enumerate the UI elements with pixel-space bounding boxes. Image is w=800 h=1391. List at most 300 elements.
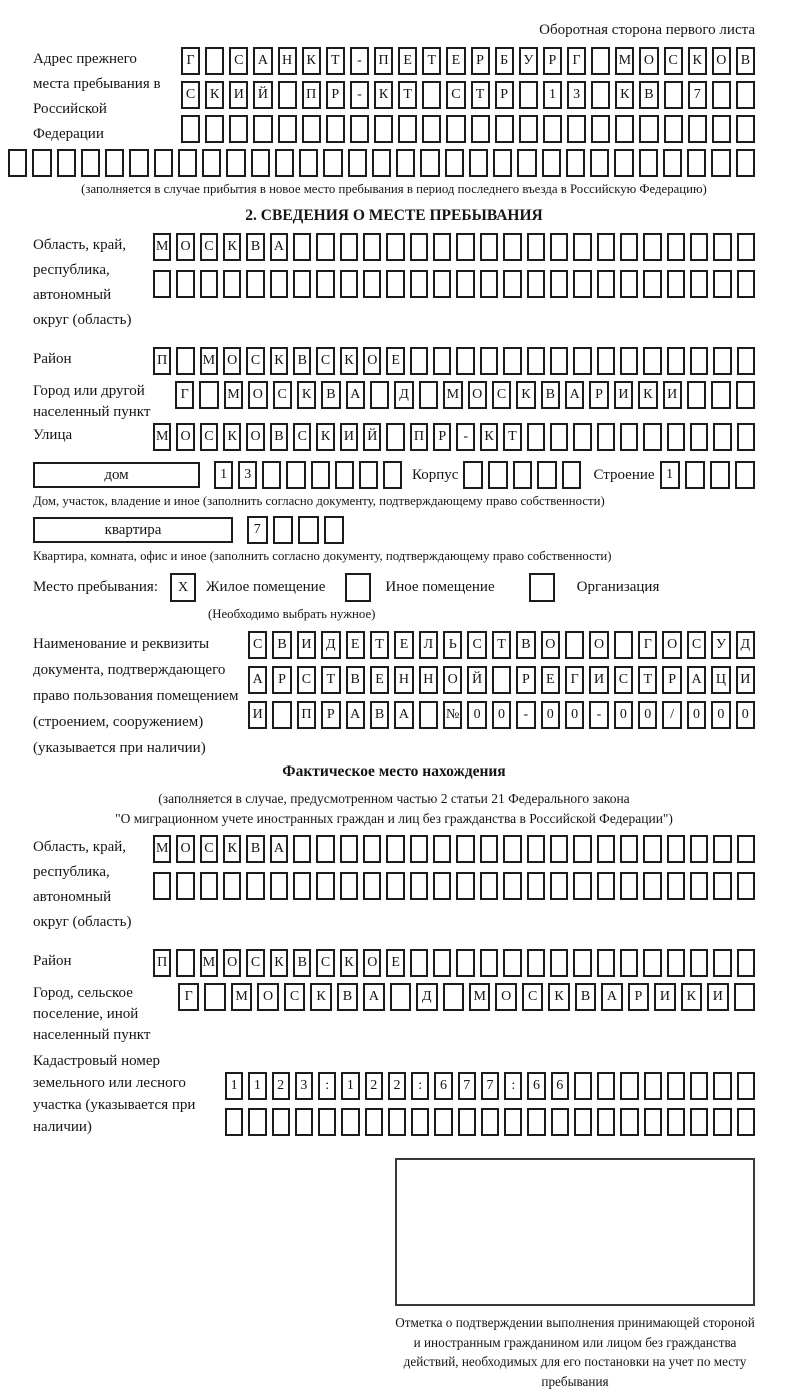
char-box[interactable] bbox=[481, 1108, 499, 1136]
char-box[interactable]: 0 bbox=[541, 701, 560, 729]
char-box[interactable] bbox=[456, 949, 474, 977]
char-box[interactable]: Е bbox=[386, 949, 404, 977]
char-box[interactable] bbox=[574, 1108, 592, 1136]
char-box[interactable]: О bbox=[246, 423, 264, 451]
char-box[interactable] bbox=[456, 872, 474, 900]
char-box[interactable] bbox=[365, 1108, 383, 1136]
char-box[interactable] bbox=[463, 461, 483, 489]
char-box[interactable] bbox=[711, 381, 730, 409]
char-box[interactable] bbox=[225, 1108, 243, 1136]
char-box[interactable]: А bbox=[346, 701, 365, 729]
checkbox-zhiloe[interactable]: X bbox=[170, 573, 196, 602]
char-box[interactable]: С bbox=[316, 347, 334, 375]
char-box[interactable]: Д bbox=[394, 381, 413, 409]
char-box[interactable]: 1 bbox=[660, 461, 680, 489]
char-box[interactable] bbox=[433, 872, 451, 900]
char-box[interactable] bbox=[410, 949, 428, 977]
char-box[interactable]: Ц bbox=[711, 666, 730, 694]
char-box[interactable]: К bbox=[223, 423, 241, 451]
char-box[interactable] bbox=[615, 115, 634, 143]
char-box[interactable] bbox=[154, 149, 173, 177]
char-box[interactable] bbox=[597, 835, 615, 863]
char-box[interactable]: В bbox=[541, 381, 560, 409]
char-box[interactable] bbox=[318, 1108, 336, 1136]
char-box[interactable]: Е bbox=[386, 347, 404, 375]
char-box[interactable] bbox=[443, 983, 464, 1011]
char-box[interactable]: 0 bbox=[638, 701, 657, 729]
char-box[interactable]: Р bbox=[589, 381, 608, 409]
char-box[interactable]: Г bbox=[565, 666, 584, 694]
char-box[interactable] bbox=[488, 461, 508, 489]
char-box[interactable] bbox=[480, 233, 498, 261]
char-box[interactable] bbox=[503, 872, 521, 900]
char-box[interactable] bbox=[690, 835, 708, 863]
char-box[interactable] bbox=[550, 423, 568, 451]
char-box[interactable]: М bbox=[231, 983, 252, 1011]
char-box[interactable]: В bbox=[293, 347, 311, 375]
char-box[interactable]: А bbox=[346, 381, 365, 409]
char-box[interactable] bbox=[469, 149, 488, 177]
char-box[interactable] bbox=[181, 115, 200, 143]
char-box[interactable] bbox=[690, 270, 708, 298]
char-box[interactable]: К bbox=[548, 983, 569, 1011]
char-box[interactable]: В bbox=[346, 666, 365, 694]
char-box[interactable]: М bbox=[200, 949, 218, 977]
char-box[interactable] bbox=[293, 233, 311, 261]
char-box[interactable]: 1 bbox=[214, 461, 233, 489]
char-box[interactable] bbox=[620, 1072, 638, 1100]
char-box[interactable]: С bbox=[181, 81, 200, 109]
char-box[interactable]: Н bbox=[419, 666, 438, 694]
char-box[interactable]: В bbox=[246, 233, 264, 261]
char-box[interactable] bbox=[363, 233, 381, 261]
char-box[interactable] bbox=[527, 949, 545, 977]
char-box[interactable]: Е bbox=[394, 631, 413, 659]
char-box[interactable]: И bbox=[614, 381, 633, 409]
char-box[interactable] bbox=[272, 1108, 290, 1136]
char-box[interactable] bbox=[690, 233, 708, 261]
char-box[interactable]: - bbox=[516, 701, 535, 729]
char-box[interactable] bbox=[597, 872, 615, 900]
char-box[interactable]: О bbox=[363, 949, 381, 977]
char-box[interactable] bbox=[643, 270, 661, 298]
char-box[interactable] bbox=[737, 1108, 755, 1136]
char-box[interactable]: В bbox=[246, 835, 264, 863]
char-box[interactable]: К bbox=[516, 381, 535, 409]
char-box[interactable] bbox=[270, 270, 288, 298]
char-box[interactable] bbox=[663, 149, 682, 177]
char-box[interactable] bbox=[639, 149, 658, 177]
char-box[interactable] bbox=[503, 835, 521, 863]
char-box[interactable] bbox=[687, 381, 706, 409]
char-box[interactable]: С bbox=[316, 949, 334, 977]
char-box[interactable] bbox=[410, 835, 428, 863]
char-box[interactable] bbox=[644, 1108, 662, 1136]
char-box[interactable] bbox=[411, 1108, 429, 1136]
char-box[interactable] bbox=[396, 149, 415, 177]
char-box[interactable] bbox=[710, 461, 730, 489]
char-box[interactable]: 6 bbox=[551, 1072, 569, 1100]
char-box[interactable]: 0 bbox=[492, 701, 511, 729]
char-box[interactable] bbox=[422, 115, 441, 143]
char-box[interactable] bbox=[293, 872, 311, 900]
char-box[interactable]: М bbox=[153, 835, 171, 863]
char-box[interactable] bbox=[286, 461, 305, 489]
char-box[interactable] bbox=[543, 115, 562, 143]
char-box[interactable] bbox=[667, 233, 685, 261]
char-box[interactable] bbox=[620, 423, 638, 451]
char-box[interactable] bbox=[433, 270, 451, 298]
char-box[interactable] bbox=[690, 1072, 708, 1100]
char-box[interactable]: С bbox=[492, 381, 511, 409]
char-box[interactable] bbox=[527, 872, 545, 900]
char-box[interactable] bbox=[503, 233, 521, 261]
char-box[interactable] bbox=[573, 949, 591, 977]
char-box[interactable] bbox=[737, 835, 755, 863]
char-box[interactable]: К bbox=[681, 983, 702, 1011]
char-box[interactable] bbox=[643, 347, 661, 375]
char-box[interactable] bbox=[667, 949, 685, 977]
char-box[interactable]: А bbox=[270, 835, 288, 863]
char-box[interactable]: В bbox=[575, 983, 596, 1011]
char-box[interactable] bbox=[590, 149, 609, 177]
char-box[interactable] bbox=[597, 1072, 615, 1100]
char-box[interactable] bbox=[456, 835, 474, 863]
char-box[interactable] bbox=[664, 115, 683, 143]
char-box[interactable]: А bbox=[565, 381, 584, 409]
char-box[interactable] bbox=[643, 949, 661, 977]
char-box[interactable] bbox=[81, 149, 100, 177]
char-box[interactable] bbox=[737, 949, 755, 977]
char-box[interactable] bbox=[517, 149, 536, 177]
char-box[interactable]: И bbox=[297, 631, 316, 659]
char-box[interactable]: О bbox=[495, 983, 516, 1011]
char-box[interactable] bbox=[527, 270, 545, 298]
char-box[interactable]: С bbox=[200, 233, 218, 261]
char-box[interactable] bbox=[298, 516, 319, 544]
char-box[interactable]: В bbox=[736, 47, 755, 75]
char-box[interactable] bbox=[734, 983, 755, 1011]
char-box[interactable]: С bbox=[200, 423, 218, 451]
char-box[interactable] bbox=[550, 835, 568, 863]
char-box[interactable] bbox=[513, 461, 533, 489]
char-box[interactable]: П bbox=[297, 701, 316, 729]
char-box[interactable]: 6 bbox=[527, 1072, 545, 1100]
char-box[interactable]: К bbox=[340, 347, 358, 375]
char-box[interactable] bbox=[340, 835, 358, 863]
char-box[interactable]: № bbox=[443, 701, 462, 729]
char-box[interactable] bbox=[614, 631, 633, 659]
char-box[interactable]: А bbox=[248, 666, 267, 694]
char-box[interactable] bbox=[323, 149, 342, 177]
char-box[interactable] bbox=[614, 149, 633, 177]
char-box[interactable] bbox=[434, 1108, 452, 1136]
char-box[interactable] bbox=[643, 423, 661, 451]
char-box[interactable] bbox=[383, 461, 402, 489]
char-box[interactable]: В bbox=[270, 423, 288, 451]
char-box[interactable] bbox=[458, 1108, 476, 1136]
char-box[interactable]: А bbox=[270, 233, 288, 261]
char-box[interactable] bbox=[433, 835, 451, 863]
char-box[interactable] bbox=[711, 149, 730, 177]
char-box[interactable] bbox=[690, 1108, 708, 1136]
char-box[interactable] bbox=[480, 872, 498, 900]
char-box[interactable]: 0 bbox=[565, 701, 584, 729]
char-box[interactable]: И bbox=[663, 381, 682, 409]
char-box[interactable]: С bbox=[284, 983, 305, 1011]
char-box[interactable]: К bbox=[297, 381, 316, 409]
char-box[interactable]: 7 bbox=[688, 81, 707, 109]
char-box[interactable]: Т bbox=[638, 666, 657, 694]
char-box[interactable]: А bbox=[363, 983, 384, 1011]
char-box[interactable]: П bbox=[302, 81, 321, 109]
char-box[interactable]: - bbox=[350, 81, 369, 109]
char-box[interactable]: М bbox=[443, 381, 462, 409]
char-box[interactable]: У bbox=[711, 631, 730, 659]
char-box[interactable]: П bbox=[410, 423, 428, 451]
char-box[interactable]: К bbox=[480, 423, 498, 451]
char-box[interactable] bbox=[643, 233, 661, 261]
char-box[interactable]: К bbox=[638, 381, 657, 409]
char-box[interactable]: О bbox=[662, 631, 681, 659]
char-box[interactable]: 1 bbox=[225, 1072, 243, 1100]
char-box[interactable]: Р bbox=[662, 666, 681, 694]
char-box[interactable] bbox=[737, 270, 755, 298]
char-box[interactable] bbox=[597, 423, 615, 451]
char-box[interactable]: И bbox=[340, 423, 358, 451]
char-box[interactable]: О bbox=[176, 423, 194, 451]
char-box[interactable]: Т bbox=[326, 47, 345, 75]
char-box[interactable]: Т bbox=[492, 631, 511, 659]
char-box[interactable] bbox=[433, 233, 451, 261]
char-box[interactable] bbox=[446, 115, 465, 143]
char-box[interactable]: С bbox=[246, 949, 264, 977]
char-box[interactable] bbox=[176, 949, 194, 977]
char-box[interactable] bbox=[492, 666, 511, 694]
char-box[interactable]: А bbox=[394, 701, 413, 729]
char-box[interactable]: : bbox=[504, 1072, 522, 1100]
char-box[interactable]: : bbox=[318, 1072, 336, 1100]
char-box[interactable] bbox=[597, 270, 615, 298]
char-box[interactable]: О bbox=[363, 347, 381, 375]
char-box[interactable] bbox=[374, 115, 393, 143]
char-box[interactable] bbox=[340, 872, 358, 900]
char-box[interactable] bbox=[316, 233, 334, 261]
char-box[interactable] bbox=[316, 872, 334, 900]
char-box[interactable] bbox=[519, 115, 538, 143]
char-box[interactable]: - bbox=[456, 423, 474, 451]
char-box[interactable] bbox=[370, 381, 389, 409]
char-box[interactable]: Р bbox=[326, 81, 345, 109]
char-box[interactable] bbox=[471, 115, 490, 143]
char-box[interactable]: Р bbox=[628, 983, 649, 1011]
char-box[interactable] bbox=[573, 347, 591, 375]
char-box[interactable] bbox=[205, 115, 224, 143]
char-box[interactable] bbox=[398, 115, 417, 143]
char-box[interactable] bbox=[311, 461, 330, 489]
char-box[interactable] bbox=[527, 233, 545, 261]
char-box[interactable]: С bbox=[200, 835, 218, 863]
char-box[interactable] bbox=[735, 461, 755, 489]
char-box[interactable] bbox=[664, 81, 683, 109]
char-box[interactable] bbox=[597, 949, 615, 977]
char-box[interactable] bbox=[410, 233, 428, 261]
char-box[interactable] bbox=[527, 835, 545, 863]
char-box[interactable] bbox=[199, 381, 218, 409]
char-box[interactable] bbox=[690, 423, 708, 451]
char-box[interactable] bbox=[537, 461, 557, 489]
char-box[interactable]: К bbox=[374, 81, 393, 109]
char-box[interactable] bbox=[363, 872, 381, 900]
char-box[interactable] bbox=[386, 270, 404, 298]
char-box[interactable] bbox=[178, 149, 197, 177]
char-box[interactable] bbox=[503, 949, 521, 977]
char-box[interactable]: О bbox=[443, 666, 462, 694]
char-box[interactable] bbox=[226, 149, 245, 177]
char-box[interactable]: П bbox=[153, 347, 171, 375]
char-box[interactable] bbox=[386, 423, 404, 451]
char-box[interactable] bbox=[293, 835, 311, 863]
char-box[interactable] bbox=[667, 872, 685, 900]
char-box[interactable]: К bbox=[316, 423, 334, 451]
char-box[interactable]: П bbox=[374, 47, 393, 75]
char-box[interactable] bbox=[176, 347, 194, 375]
char-box[interactable] bbox=[270, 872, 288, 900]
char-box[interactable]: : bbox=[411, 1072, 429, 1100]
char-box[interactable]: Т bbox=[422, 47, 441, 75]
char-box[interactable]: Д bbox=[736, 631, 755, 659]
char-box[interactable] bbox=[350, 115, 369, 143]
char-box[interactable] bbox=[737, 347, 755, 375]
char-box[interactable] bbox=[573, 423, 591, 451]
char-box[interactable] bbox=[566, 149, 585, 177]
char-box[interactable]: И bbox=[589, 666, 608, 694]
char-box[interactable] bbox=[57, 149, 76, 177]
char-box[interactable] bbox=[620, 233, 638, 261]
char-box[interactable] bbox=[105, 149, 124, 177]
char-box[interactable] bbox=[129, 149, 148, 177]
char-box[interactable] bbox=[272, 701, 291, 729]
char-box[interactable] bbox=[316, 835, 334, 863]
char-box[interactable] bbox=[712, 81, 731, 109]
char-box[interactable] bbox=[736, 149, 755, 177]
char-box[interactable] bbox=[340, 270, 358, 298]
char-box[interactable]: 2 bbox=[272, 1072, 290, 1100]
char-box[interactable]: 1 bbox=[341, 1072, 359, 1100]
char-box[interactable]: К bbox=[205, 81, 224, 109]
char-box[interactable] bbox=[153, 270, 171, 298]
char-box[interactable]: М bbox=[200, 347, 218, 375]
char-box[interactable]: Р bbox=[543, 47, 562, 75]
char-box[interactable] bbox=[422, 81, 441, 109]
char-box[interactable]: Е bbox=[370, 666, 389, 694]
char-box[interactable]: К bbox=[223, 835, 241, 863]
char-box[interactable]: И bbox=[707, 983, 728, 1011]
char-box[interactable] bbox=[363, 270, 381, 298]
char-box[interactable]: 1 bbox=[543, 81, 562, 109]
char-box[interactable] bbox=[205, 47, 224, 75]
char-box[interactable]: С bbox=[246, 347, 264, 375]
char-box[interactable] bbox=[420, 149, 439, 177]
char-box[interactable]: С bbox=[293, 423, 311, 451]
char-box[interactable]: У bbox=[519, 47, 538, 75]
char-box[interactable] bbox=[573, 872, 591, 900]
char-box[interactable]: 2 bbox=[365, 1072, 383, 1100]
char-box[interactable] bbox=[574, 1072, 592, 1100]
char-box[interactable] bbox=[620, 347, 638, 375]
char-box[interactable]: А bbox=[687, 666, 706, 694]
char-box[interactable] bbox=[667, 1072, 685, 1100]
char-box[interactable]: С bbox=[614, 666, 633, 694]
char-box[interactable] bbox=[273, 516, 294, 544]
char-box[interactable]: 7 bbox=[481, 1072, 499, 1100]
char-box[interactable]: Л bbox=[419, 631, 438, 659]
char-box[interactable] bbox=[176, 270, 194, 298]
char-box[interactable] bbox=[456, 270, 474, 298]
char-box[interactable]: Г bbox=[178, 983, 199, 1011]
char-box[interactable] bbox=[713, 835, 731, 863]
char-box[interactable]: М bbox=[153, 233, 171, 261]
char-box[interactable] bbox=[456, 347, 474, 375]
char-box[interactable]: С bbox=[229, 47, 248, 75]
char-box[interactable] bbox=[685, 461, 705, 489]
char-box[interactable] bbox=[386, 835, 404, 863]
char-box[interactable] bbox=[372, 149, 391, 177]
char-box[interactable]: Е bbox=[398, 47, 417, 75]
char-box[interactable] bbox=[340, 233, 358, 261]
char-box[interactable] bbox=[713, 872, 731, 900]
char-box[interactable] bbox=[639, 115, 658, 143]
char-box[interactable]: О bbox=[468, 381, 487, 409]
char-box[interactable] bbox=[527, 1108, 545, 1136]
char-box[interactable] bbox=[591, 81, 610, 109]
char-box[interactable] bbox=[667, 1108, 685, 1136]
char-box[interactable]: О bbox=[541, 631, 560, 659]
char-box[interactable] bbox=[620, 949, 638, 977]
char-box[interactable]: И bbox=[248, 701, 267, 729]
char-box[interactable] bbox=[667, 835, 685, 863]
char-box[interactable]: А bbox=[253, 47, 272, 75]
char-box[interactable]: Е bbox=[346, 631, 365, 659]
char-box[interactable]: 7 bbox=[458, 1072, 476, 1100]
char-box[interactable] bbox=[299, 149, 318, 177]
char-box[interactable]: Ь bbox=[443, 631, 462, 659]
char-box[interactable]: С bbox=[297, 666, 316, 694]
char-box[interactable] bbox=[275, 149, 294, 177]
char-box[interactable] bbox=[713, 233, 731, 261]
char-box[interactable]: Г bbox=[567, 47, 586, 75]
char-box[interactable]: К bbox=[270, 949, 288, 977]
char-box[interactable]: 7 bbox=[247, 516, 268, 544]
char-box[interactable] bbox=[688, 115, 707, 143]
char-box[interactable] bbox=[341, 1108, 359, 1136]
char-box[interactable] bbox=[419, 701, 438, 729]
char-box[interactable]: Й bbox=[363, 423, 381, 451]
char-box[interactable]: О bbox=[712, 47, 731, 75]
char-box[interactable] bbox=[386, 233, 404, 261]
char-box[interactable]: О bbox=[223, 347, 241, 375]
char-box[interactable] bbox=[348, 149, 367, 177]
char-box[interactable]: О bbox=[248, 381, 267, 409]
char-box[interactable]: 0 bbox=[711, 701, 730, 729]
char-box[interactable] bbox=[200, 270, 218, 298]
char-box[interactable] bbox=[550, 347, 568, 375]
char-box[interactable] bbox=[690, 347, 708, 375]
char-box[interactable]: Г bbox=[175, 381, 194, 409]
char-box[interactable] bbox=[480, 347, 498, 375]
char-box[interactable]: Т bbox=[471, 81, 490, 109]
char-box[interactable]: Р bbox=[495, 81, 514, 109]
